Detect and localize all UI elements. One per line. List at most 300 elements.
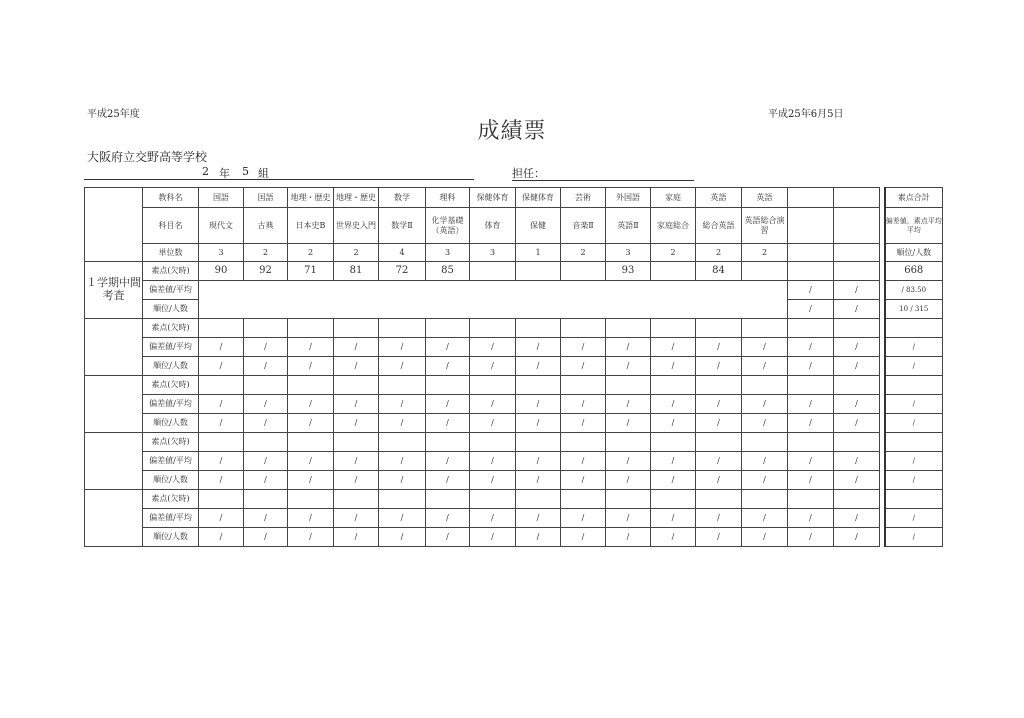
score-cell — [788, 376, 834, 395]
slash-cell: / — [561, 509, 606, 528]
score-cell — [244, 490, 288, 509]
category-cell: 保健体育 — [470, 188, 516, 208]
subject-cell: 保健 — [516, 208, 561, 244]
slash-cell: / — [334, 395, 379, 414]
slash-cell: / — [834, 509, 880, 528]
slash-cell: / — [788, 528, 834, 547]
school-year: 平成25年度 — [87, 109, 140, 120]
score-cell: 92 — [244, 262, 288, 281]
slash-cell: / — [244, 528, 288, 547]
slash-cell: / — [199, 338, 244, 357]
score-cell — [651, 262, 696, 281]
score-cell — [561, 376, 606, 395]
grade-number: 2 — [202, 165, 209, 178]
slash-cell: / — [199, 471, 244, 490]
slash-cell: / — [606, 395, 651, 414]
slash-cell: / — [199, 414, 244, 433]
slash-cell: / — [426, 452, 470, 471]
score-cell — [516, 433, 561, 452]
credits-cell: 2 — [288, 244, 334, 262]
score-cell — [651, 433, 696, 452]
slash-cell: / — [244, 395, 288, 414]
score-cell — [606, 490, 651, 509]
category-cell: 家庭 — [651, 188, 696, 208]
score-cell — [561, 319, 606, 338]
table-row — [85, 262, 943, 281]
score-cell — [470, 319, 516, 338]
slash-cell: / — [788, 414, 834, 433]
row-label-deviation: 偏差値/平均 — [143, 509, 199, 528]
category-cell: 外国語 — [606, 188, 651, 208]
score-cell — [606, 433, 651, 452]
score-cell — [606, 376, 651, 395]
row-label-score: 素点(欠時) — [143, 319, 199, 338]
slash-cell: / — [379, 509, 426, 528]
slash-cell: / — [561, 395, 606, 414]
slash-cell: / — [788, 471, 834, 490]
slash-cell: / — [651, 452, 696, 471]
row-label-credits: 単位数 — [143, 244, 199, 262]
row-label-rank: 順位/人数 — [143, 528, 199, 547]
score-cell — [426, 490, 470, 509]
slash-cell: / — [834, 414, 880, 433]
slash-cell: / — [834, 338, 880, 357]
slash-cell: / — [199, 528, 244, 547]
score-cell: 72 — [379, 262, 426, 281]
slash-cell: / — [651, 471, 696, 490]
score-cell — [516, 490, 561, 509]
term-label — [85, 490, 143, 547]
score-cell — [742, 319, 788, 338]
score-cell — [199, 319, 244, 338]
row-label-category: 教科名 — [143, 188, 199, 208]
total-score — [885, 490, 943, 509]
category-cell: 英語 — [742, 188, 788, 208]
score-cell — [288, 319, 334, 338]
score-cell: 85 — [426, 262, 470, 281]
category-cell: 理科 — [426, 188, 470, 208]
credits-cell: 2 — [334, 244, 379, 262]
slash-cell: / — [834, 357, 880, 376]
category-cell: 英語 — [696, 188, 742, 208]
slash-cell: / — [470, 471, 516, 490]
score-cell — [742, 376, 788, 395]
row-label-score: 素点(欠時) — [143, 433, 199, 452]
category-cell: 国語 — [244, 188, 288, 208]
table-row — [85, 281, 943, 300]
table-row — [85, 395, 943, 414]
credits-cell: 1 — [516, 244, 561, 262]
average-score: / — [885, 338, 943, 357]
score-cell — [199, 490, 244, 509]
category-cell: 数学 — [379, 188, 426, 208]
average-score: / 83.50 — [885, 281, 943, 300]
row-label-score: 素点(欠時) — [143, 490, 199, 509]
row-label-deviation: 偏差値/平均 — [143, 338, 199, 357]
slash-cell: / — [516, 509, 561, 528]
slash-cell: / — [561, 471, 606, 490]
score-cell — [426, 433, 470, 452]
slash-cell: / — [379, 528, 426, 547]
slash-cell: / — [199, 395, 244, 414]
slash-cell: / — [426, 357, 470, 376]
slash-cell: / — [651, 509, 696, 528]
slash-cell: / — [606, 509, 651, 528]
score-cell — [516, 319, 561, 338]
category-cell: 地理・歴史 — [334, 188, 379, 208]
slash-cell: / — [199, 509, 244, 528]
slash-cell: / — [561, 452, 606, 471]
slash-cell: / — [788, 281, 834, 300]
slash-cell: / — [834, 300, 880, 319]
total-score — [885, 433, 943, 452]
score-cell — [788, 490, 834, 509]
category-cell: 国語 — [199, 188, 244, 208]
slash-cell: / — [742, 528, 788, 547]
score-cell — [651, 490, 696, 509]
table-row — [85, 414, 943, 433]
rank-cell: / — [885, 528, 943, 547]
slash-cell: / — [696, 452, 742, 471]
slash-cell: / — [334, 357, 379, 376]
slash-cell: / — [379, 452, 426, 471]
score-cell — [834, 376, 880, 395]
subject-cell — [834, 208, 880, 244]
grade-table — [84, 187, 949, 547]
score-cell — [470, 262, 516, 281]
score-cell — [516, 262, 561, 281]
slash-cell: / — [834, 452, 880, 471]
score-cell — [470, 376, 516, 395]
score-cell — [561, 433, 606, 452]
teacher-label: 担任： — [512, 167, 545, 180]
credits-cell: 3 — [606, 244, 651, 262]
slash-cell: / — [334, 509, 379, 528]
slash-cell: / — [244, 452, 288, 471]
score-cell — [834, 319, 880, 338]
slash-cell: / — [696, 471, 742, 490]
score-cell — [651, 319, 696, 338]
score-cell — [199, 376, 244, 395]
slash-cell: / — [379, 395, 426, 414]
slash-cell: / — [516, 395, 561, 414]
slash-cell: / — [199, 357, 244, 376]
slash-cell: / — [606, 528, 651, 547]
row-label-score: 素点(欠時) — [143, 262, 199, 281]
score-cell — [334, 490, 379, 509]
score-cell — [426, 319, 470, 338]
slash-cell: / — [742, 509, 788, 528]
slash-cell: / — [516, 414, 561, 433]
score-cell — [516, 376, 561, 395]
score-cell — [788, 319, 834, 338]
total-score — [885, 376, 943, 395]
score-cell — [696, 376, 742, 395]
summary-subheader: 偏差値，素点平均 平均 — [885, 208, 943, 244]
slash-cell: / — [426, 528, 470, 547]
table-row — [85, 208, 943, 244]
table-row — [85, 376, 943, 395]
score-cell: 71 — [288, 262, 334, 281]
table-row — [85, 188, 943, 208]
score-cell — [696, 433, 742, 452]
subject-cell: 家庭総合 — [651, 208, 696, 244]
slash-cell: / — [244, 509, 288, 528]
rank-cell: / — [885, 357, 943, 376]
row-label-score: 素点(欠時) — [143, 376, 199, 395]
subject-cell: 日本史B — [288, 208, 334, 244]
table-row — [85, 509, 943, 528]
score-cell — [470, 433, 516, 452]
score-cell — [742, 433, 788, 452]
slash-cell: / — [288, 452, 334, 471]
slash-cell: / — [516, 357, 561, 376]
slash-cell: / — [334, 338, 379, 357]
slash-cell: / — [426, 471, 470, 490]
score-cell — [379, 490, 426, 509]
subject-cell: 音楽Ⅱ — [561, 208, 606, 244]
credits-cell — [788, 244, 834, 262]
slash-cell: / — [334, 528, 379, 547]
table-row — [85, 528, 943, 547]
rank-cell: / — [885, 471, 943, 490]
subject-cell: 総合英語 — [696, 208, 742, 244]
average-score: / — [885, 509, 943, 528]
slash-cell: / — [788, 300, 834, 319]
credits-cell: 2 — [651, 244, 696, 262]
slash-cell: / — [334, 452, 379, 471]
school-name: 大阪府立交野高等学校 — [87, 150, 208, 164]
slash-cell: / — [379, 338, 426, 357]
row-label-deviation: 偏差値/平均 — [143, 452, 199, 471]
slash-cell: / — [834, 281, 880, 300]
credits-cell: 3 — [470, 244, 516, 262]
slash-cell: / — [470, 338, 516, 357]
score-cell — [379, 433, 426, 452]
total-score: 668 — [885, 262, 943, 281]
slash-cell: / — [696, 338, 742, 357]
subject-cell: 化学基礎（英語） — [426, 208, 470, 244]
slash-cell: / — [788, 509, 834, 528]
slash-cell: / — [742, 338, 788, 357]
slash-cell: / — [651, 395, 696, 414]
term-label: １学期中間考査 — [85, 262, 143, 319]
slash-cell: / — [288, 509, 334, 528]
slash-cell: / — [788, 395, 834, 414]
score-cell — [334, 376, 379, 395]
slash-cell: / — [470, 414, 516, 433]
issue-date: 平成25年6月5日 — [768, 109, 844, 120]
term-label — [85, 376, 143, 433]
score-cell — [334, 319, 379, 338]
slash-cell: / — [426, 509, 470, 528]
table-row — [85, 338, 943, 357]
slash-cell: / — [244, 338, 288, 357]
score-cell: 90 — [199, 262, 244, 281]
score-cell: 93 — [606, 262, 651, 281]
score-cell — [288, 433, 334, 452]
slash-cell: / — [742, 414, 788, 433]
slash-cell: / — [516, 452, 561, 471]
score-cell — [696, 319, 742, 338]
table-row — [85, 244, 943, 262]
slash-cell: / — [516, 471, 561, 490]
score-cell — [742, 490, 788, 509]
slash-cell: / — [696, 395, 742, 414]
slash-cell: / — [470, 528, 516, 547]
table-row — [85, 490, 943, 509]
slash-cell: / — [742, 357, 788, 376]
score-cell — [288, 376, 334, 395]
total-score — [885, 319, 943, 338]
slash-cell: / — [606, 452, 651, 471]
score-cell — [334, 433, 379, 452]
row-label-rank: 順位/人数 — [143, 414, 199, 433]
score-cell — [199, 433, 244, 452]
credits-cell: 3 — [199, 244, 244, 262]
slash-cell: / — [426, 414, 470, 433]
slash-cell: / — [470, 395, 516, 414]
score-cell — [606, 319, 651, 338]
score-cell — [244, 433, 288, 452]
slash-cell: / — [288, 414, 334, 433]
slash-cell: / — [651, 528, 696, 547]
slash-cell: / — [696, 528, 742, 547]
score-cell — [834, 490, 880, 509]
slash-cell: / — [244, 414, 288, 433]
slash-cell: / — [606, 471, 651, 490]
slash-cell: / — [288, 338, 334, 357]
summary-credits: 順位/人数 — [885, 244, 943, 262]
subject-cell: 英語Ⅱ — [606, 208, 651, 244]
slash-cell: / — [379, 471, 426, 490]
credits-cell: 2 — [696, 244, 742, 262]
score-cell — [742, 262, 788, 281]
subject-cell: 体育 — [470, 208, 516, 244]
table-row — [85, 433, 943, 452]
slash-cell: / — [561, 357, 606, 376]
slash-cell: / — [288, 395, 334, 414]
blank-corner — [85, 188, 143, 262]
slash-cell: / — [561, 338, 606, 357]
slash-cell: / — [696, 357, 742, 376]
subject-cell: 現代文 — [199, 208, 244, 244]
term-label — [85, 319, 143, 376]
subject-cell: 英語総合演習 — [742, 208, 788, 244]
score-cell — [561, 262, 606, 281]
slash-cell: / — [834, 528, 880, 547]
slash-cell: / — [696, 414, 742, 433]
slash-cell: / — [561, 528, 606, 547]
row-label-deviation: 偏差値/平均 — [143, 281, 199, 300]
subject-cell: 世界史入門 — [334, 208, 379, 244]
category-cell: 保健体育 — [516, 188, 561, 208]
row-label-rank: 順位/人数 — [143, 357, 199, 376]
score-cell — [426, 376, 470, 395]
score-cell — [696, 490, 742, 509]
credits-cell: 2 — [742, 244, 788, 262]
class-line — [84, 163, 474, 180]
score-cell — [288, 490, 334, 509]
score-cell — [651, 376, 696, 395]
credits-cell: 2 — [244, 244, 288, 262]
grade-unit: 年 — [219, 167, 230, 180]
slash-cell: / — [379, 357, 426, 376]
score-cell — [244, 319, 288, 338]
table-row — [85, 452, 943, 471]
credits-cell: 4 — [379, 244, 426, 262]
class-unit: 組 — [258, 167, 269, 180]
slash-cell: / — [788, 338, 834, 357]
average-score: / — [885, 395, 943, 414]
row-label-rank: 順位/人数 — [143, 300, 199, 319]
score-cell — [379, 319, 426, 338]
teacher-signature-line — [512, 180, 694, 181]
slash-cell: / — [470, 452, 516, 471]
slash-cell: / — [288, 357, 334, 376]
slash-cell: / — [516, 528, 561, 547]
score-cell — [788, 262, 834, 281]
score-cell — [561, 490, 606, 509]
summary-header: 素点合計 — [885, 188, 943, 208]
subject-cell: 数学Ⅱ — [379, 208, 426, 244]
slash-cell: / — [788, 452, 834, 471]
slash-cell: / — [334, 471, 379, 490]
score-cell — [244, 376, 288, 395]
slash-cell: / — [788, 357, 834, 376]
slash-cell: / — [470, 357, 516, 376]
credits-cell: 3 — [426, 244, 470, 262]
slash-cell: / — [426, 338, 470, 357]
slash-cell: / — [834, 395, 880, 414]
slash-cell: / — [606, 357, 651, 376]
class-number: 5 — [242, 165, 249, 178]
slash-cell: / — [651, 414, 696, 433]
slash-cell: / — [651, 338, 696, 357]
slash-cell: / — [244, 357, 288, 376]
score-cell — [470, 490, 516, 509]
credits-cell — [834, 244, 880, 262]
blank-merged-area — [199, 281, 788, 319]
subject-cell — [788, 208, 834, 244]
table-row — [85, 319, 943, 338]
slash-cell: / — [244, 471, 288, 490]
slash-cell: / — [834, 471, 880, 490]
slash-cell: / — [696, 509, 742, 528]
slash-cell: / — [470, 509, 516, 528]
slash-cell: / — [742, 395, 788, 414]
slash-cell: / — [606, 414, 651, 433]
slash-cell: / — [516, 338, 561, 357]
slash-cell: / — [742, 471, 788, 490]
score-cell: 84 — [696, 262, 742, 281]
score-cell — [788, 433, 834, 452]
table-row — [85, 471, 943, 490]
category-cell: 地理・歴史 — [288, 188, 334, 208]
category-cell: 芸術 — [561, 188, 606, 208]
slash-cell: / — [426, 395, 470, 414]
slash-cell: / — [199, 452, 244, 471]
credits-cell: 2 — [561, 244, 606, 262]
slash-cell: / — [561, 414, 606, 433]
slash-cell: / — [288, 471, 334, 490]
table-row — [85, 357, 943, 376]
slash-cell: / — [288, 528, 334, 547]
slash-cell: / — [742, 452, 788, 471]
term-label — [85, 433, 143, 490]
average-score: / — [885, 452, 943, 471]
rank-cell: / — [885, 414, 943, 433]
